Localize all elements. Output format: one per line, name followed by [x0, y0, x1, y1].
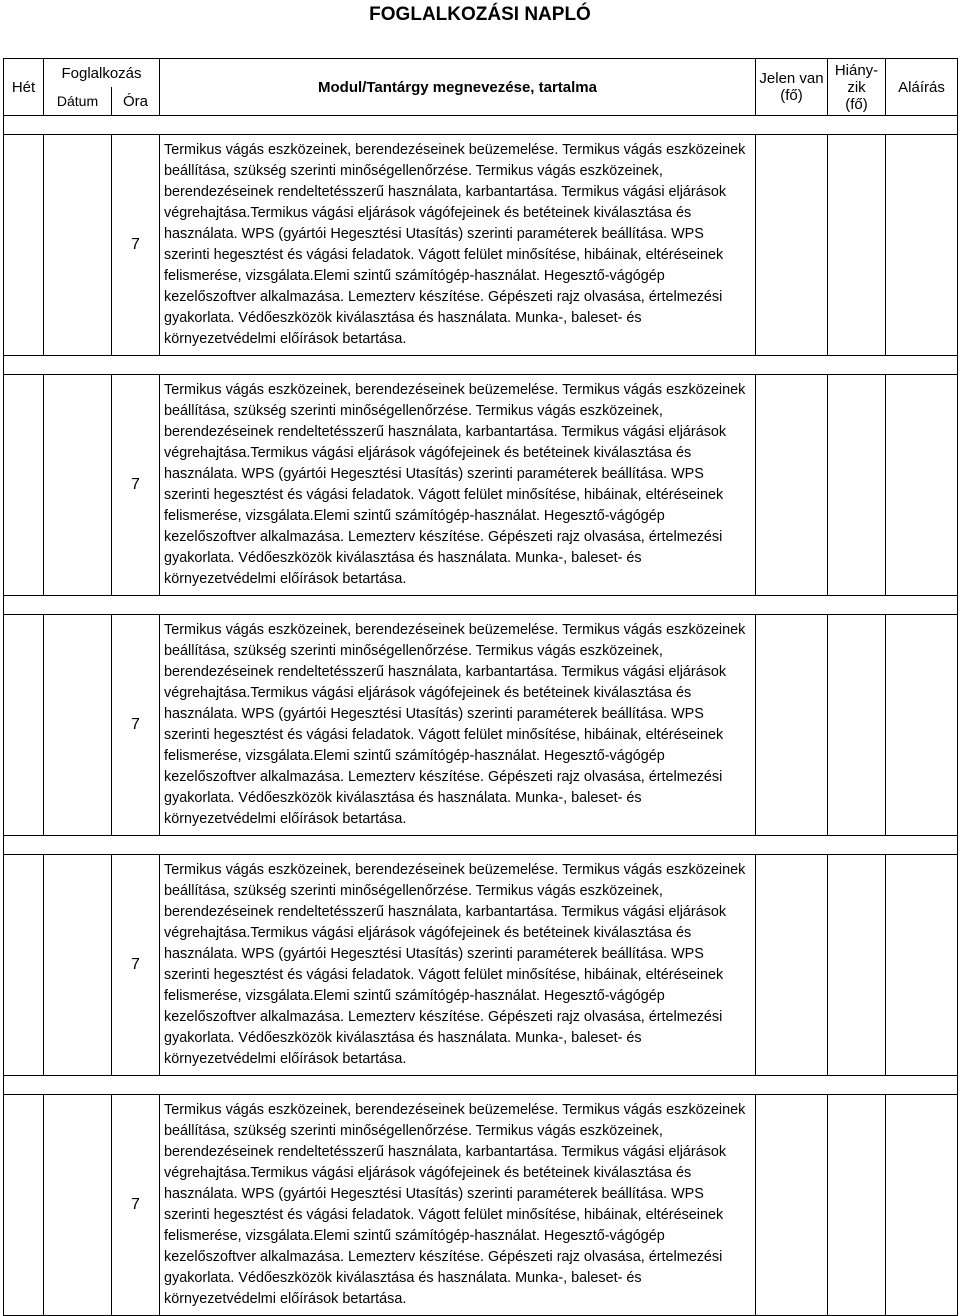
hianyzik-cell — [828, 1095, 886, 1316]
datum-cell — [44, 1095, 112, 1316]
header-modul: Modul/Tantárgy megnevezése, tartalma — [160, 59, 756, 116]
alairas-cell — [886, 135, 958, 356]
header-jelen-van-line2: (fő) — [780, 87, 803, 104]
header-foglalkozas: Foglalkozás — [44, 59, 160, 88]
header-ora: Óra — [112, 87, 160, 116]
hianyzik-cell — [828, 375, 886, 596]
content-cell: Termikus vágás eszközeinek, berendezéseinek beüzemelése. Termikus vágás eszközeinek beállítása, szükség szerinti minőségellenőrzése. Termikus vágás eszközeinek, berendezéseinek rendeltetésszerű használata, karbantartása. Termikus vágási eljárások végrehajtása.Termikus vágási eljárások vágófejeinek és betéteinek kiválasztása és használata. WPS (gyártói Hegesztési Utasítás) szerinti paraméterek beállítása. WPS szerinti hegesztést és vágási feladatok. Vágott felület minősítése, hibáinak, eltéréseinek felismerése, vizsgálata.Elemi szintű számítógép-használat. Hegesztő-vágógép kezelőszoftver alkalmazása. Lemezterv készítése. Gépészeti rajz olvasása, értelmezési gyakorlata. Védőeszközök kiválasztása és használata. Munka-, baleset- és környezetvédelmi előírások betartása. — [160, 855, 756, 1076]
datum-cell — [44, 375, 112, 596]
het-cell — [4, 615, 44, 836]
header-jelen-van-line1: Jelen van — [759, 70, 824, 87]
row-spacer — [4, 836, 958, 855]
het-cell — [4, 1095, 44, 1316]
jelen-van-cell — [756, 375, 828, 596]
spacer-cell — [4, 596, 958, 615]
row-spacer — [4, 356, 958, 375]
content-cell: Termikus vágás eszközeinek, berendezéseinek beüzemelése. Termikus vágás eszközeinek beállítása, szükség szerinti minőségellenőrzése. Termikus vágás eszközeinek, berendezéseinek rendeltetésszerű használata, karbantartása. Termikus vágási eljárások végrehajtása.Termikus vágási eljárások vágófejeinek és betéteinek kiválasztása és használata. WPS (gyártói Hegesztési Utasítás) szerinti paraméterek beállítása. WPS szerinti hegesztést és vágási feladatok. Vágott felület minősítése, hibáinak, eltéréseinek felismerése, vizsgálata.Elemi szintű számítógép-használat. Hegesztő-vágógép kezelőszoftver alkalmazása. Lemezterv készítése. Gépészeti rajz olvasása, értelmezési gyakorlata. Védőeszközök kiválasztása és használata. Munka-, baleset- és környezetvédelmi előírások betartása. — [160, 135, 756, 356]
table-row — [4, 375, 958, 596]
datum-cell — [44, 855, 112, 1076]
jelen-van-cell — [756, 1095, 828, 1316]
spacer-cell — [4, 1076, 958, 1095]
header-hianyzik-line2: (fő) — [845, 95, 868, 113]
hianyzik-cell — [828, 855, 886, 1076]
spacer-cell — [4, 116, 958, 135]
header-het: Hét — [4, 59, 44, 116]
jelen-van-cell — [756, 135, 828, 356]
page-title: FOGLALKOZÁSI NAPLÓ — [369, 4, 591, 25]
content-cell: Termikus vágás eszközeinek, berendezéseinek beüzemelése. Termikus vágás eszközeinek beállítása, szükség szerinti minőségellenőrzése. Termikus vágás eszközeinek, berendezéseinek rendeltetésszerű használata, karbantartása. Termikus vágási eljárások végrehajtása.Termikus vágási eljárások vágófejeinek és betéteinek kiválasztása és használata. WPS (gyártói Hegesztési Utasítás) szerinti paraméterek beállítása. WPS szerinti hegesztést és vágási feladatok. Vágott felület minősítése, hibáinak, eltéréseinek felismerése, vizsgálata.Elemi szintű számítógép-használat. Hegesztő-vágógép kezelőszoftver alkalmazása. Lemezterv készítése. Gépészeti rajz olvasása, értelmezési gyakorlata. Védőeszközök kiválasztása és használata. Munka-, baleset- és környezetvédelmi előírások betartása. — [160, 1095, 756, 1316]
alairas-cell — [886, 1095, 958, 1316]
row-spacer — [4, 1076, 958, 1095]
row-spacer — [4, 596, 958, 615]
table-row — [4, 135, 958, 356]
row-spacer — [4, 116, 958, 135]
header-datum: Dátum — [44, 87, 112, 116]
hianyzik-cell — [828, 135, 886, 356]
alairas-cell — [886, 615, 958, 836]
ora-cell: 7 — [112, 855, 160, 1076]
table-row — [4, 615, 958, 836]
ora-cell: 7 — [112, 375, 160, 596]
ora-cell: 7 — [112, 135, 160, 356]
datum-cell — [44, 135, 112, 356]
header-jelen-van — [756, 59, 828, 116]
content-cell: Termikus vágás eszközeinek, berendezéseinek beüzemelése. Termikus vágás eszközeinek beállítása, szükség szerinti minőségellenőrzése. Termikus vágás eszközeinek, berendezéseinek rendeltetésszerű használata, karbantartása. Termikus vágási eljárások végrehajtása.Termikus vágási eljárások vágófejeinek és betéteinek kiválasztása és használata. WPS (gyártói Hegesztési Utasítás) szerinti paraméterek beállítása. WPS szerinti hegesztést és vágási feladatok. Vágott felület minősítése, hibáinak, eltéréseinek felismerése, vizsgálata.Elemi szintű számítógép-használat. Hegesztő-vágógép kezelőszoftver alkalmazása. Lemezterv készítése. Gépészeti rajz olvasása, értelmezési gyakorlata. Védőeszközök kiválasztása és használata. Munka-, baleset- és környezetvédelmi előírások betartása. — [160, 375, 756, 596]
datum-cell — [44, 615, 112, 836]
het-cell — [4, 375, 44, 596]
table-row — [4, 1095, 958, 1316]
alairas-cell — [886, 855, 958, 1076]
log-table — [3, 58, 958, 1316]
spacer-cell — [4, 356, 958, 375]
het-cell — [4, 135, 44, 356]
ora-cell: 7 — [112, 1095, 160, 1316]
spacer-cell — [4, 836, 958, 855]
jelen-van-cell — [756, 615, 828, 836]
header-alairas: Aláírás — [886, 59, 958, 116]
alairas-cell — [886, 375, 958, 596]
het-cell — [4, 855, 44, 1076]
table-body — [4, 116, 958, 1316]
ora-cell: 7 — [112, 615, 160, 836]
jelen-van-cell — [756, 855, 828, 1076]
header-hianyzik — [828, 59, 886, 116]
hianyzik-cell — [828, 615, 886, 836]
content-cell: Termikus vágás eszközeinek, berendezéseinek beüzemelése. Termikus vágás eszközeinek beállítása, szükség szerinti minőségellenőrzése. Termikus vágás eszközeinek, berendezéseinek rendeltetésszerű használata, karbantartása. Termikus vágási eljárások végrehajtása.Termikus vágási eljárások vágófejeinek és betéteinek kiválasztása és használata. WPS (gyártói Hegesztési Utasítás) szerinti paraméterek beállítása. WPS szerinti hegesztést és vágási feladatok. Vágott felület minősítése, hibáinak, eltéréseinek felismerése, vizsgálata.Elemi szintű számítógép-használat. Hegesztő-vágógép kezelőszoftver alkalmazása. Lemezterv készítése. Gépészeti rajz olvasása, értelmezési gyakorlata. Védőeszközök kiválasztása és használata. Munka-, baleset- és környezetvédelmi előírások betartása. — [160, 615, 756, 836]
table-row — [4, 855, 958, 1076]
table-header — [4, 59, 958, 116]
header-hianyzik-line1: Hiány-zik — [834, 61, 879, 96]
